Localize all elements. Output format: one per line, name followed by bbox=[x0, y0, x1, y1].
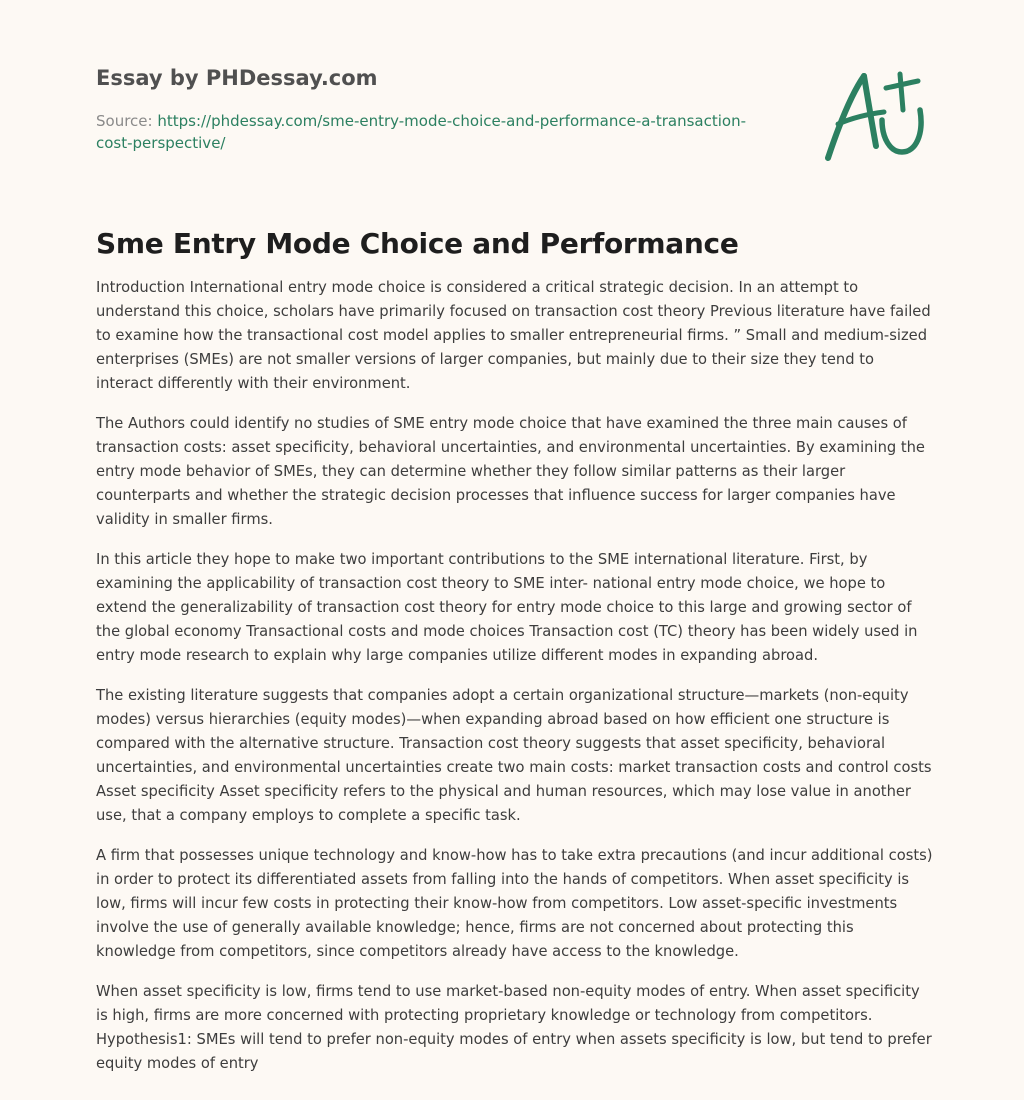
source-link[interactable]: https://phdessay.com/sme-entry-mode-choice-and-performance-a-transaction-cost-perspective/ bbox=[96, 112, 746, 152]
site-title: Essay by PHDessay.com bbox=[96, 66, 378, 90]
article-paragraph: The Authors could identify no studies of SME entry mode choice that have examined the three main causes of transaction costs: asset specificity, behavioral uncertainties, and environmental uncertainties. By examining the entry mode behavior of SMEs, they can determine whether they follow similar patterns as their larger counterparts and whether the strategic decision processes that influence success for larger companies have validity in smaller firms. bbox=[96, 415, 925, 528]
article-title: Sme Entry Mode Choice and Performance bbox=[96, 227, 739, 260]
article-paragraph: Introduction International entry mode choice is considered a critical strategic decision. In an attempt to understand this choice, scholars have primarily focused on transaction cost theory Previous literature have failed to examine how the transactional cost model applies to smaller entrepreneurial firms. ” Small and medium-sized enterprises (SMEs) are not smaller versions of larger companies, but mainly due to their size they tend to interact differently with their environment. bbox=[96, 279, 931, 392]
article-paragraph: A firm that possesses unique technology and know-how has to take extra precautions (and incur additional costs) in order to protect its differentiated assets from falling into the hands of competitors. When asset specificity is low, firms will incur few costs in protecting their know-how from competitors. Low asset-specific investments involve the use of generally available knowledge; hence, firms are not concerned about protecting this knowledge from competitors, since competitors already have access to the knowledge. bbox=[96, 847, 933, 960]
source-line bbox=[96, 110, 776, 154]
article bbox=[96, 224, 934, 1092]
a-plus-grade-icon bbox=[820, 66, 932, 166]
article-paragraph: In this article they hope to make two important contributions to the SME international literature. First, by examining the applicability of transaction cost theory to SME inter- national entry mode choice, we hope to extend the generalizability of transaction cost theory for entry mode choice to this large and growing sector of the global economy Transactional costs and mode choices Transaction cost (TC) theory has been widely used in entry mode research to explain why large companies utilize different modes in expanding abroad. bbox=[96, 551, 918, 664]
article-paragraph: When asset specificity is low, firms tend to use market-based non-equity modes of entry. When asset specificity is high, firms are more concerned with protecting proprietary knowledge or technology from competitors. Hypothesis1: SMEs will tend to prefer non-equity modes of entry when assets specificity is low, but tend to prefer equity modes of entry bbox=[96, 983, 932, 1072]
page-header bbox=[96, 64, 776, 154]
source-label: Source: bbox=[96, 112, 158, 130]
article-paragraph: The existing literature suggests that companies adopt a certain organizational structure—markets (non-equity modes) versus hierarchies (equity modes)—when expanding abroad based on how efficient one structure is compared with the alternative structure. Transaction cost theory suggests that asset specificity, behavioral uncertainties, and environmental uncertainties create two main costs: market transaction costs and control costs Asset specificity Asset specificity refers to the physical and human resources, which may lose value in another use, that a company employs to complete a specific task. bbox=[96, 687, 932, 824]
